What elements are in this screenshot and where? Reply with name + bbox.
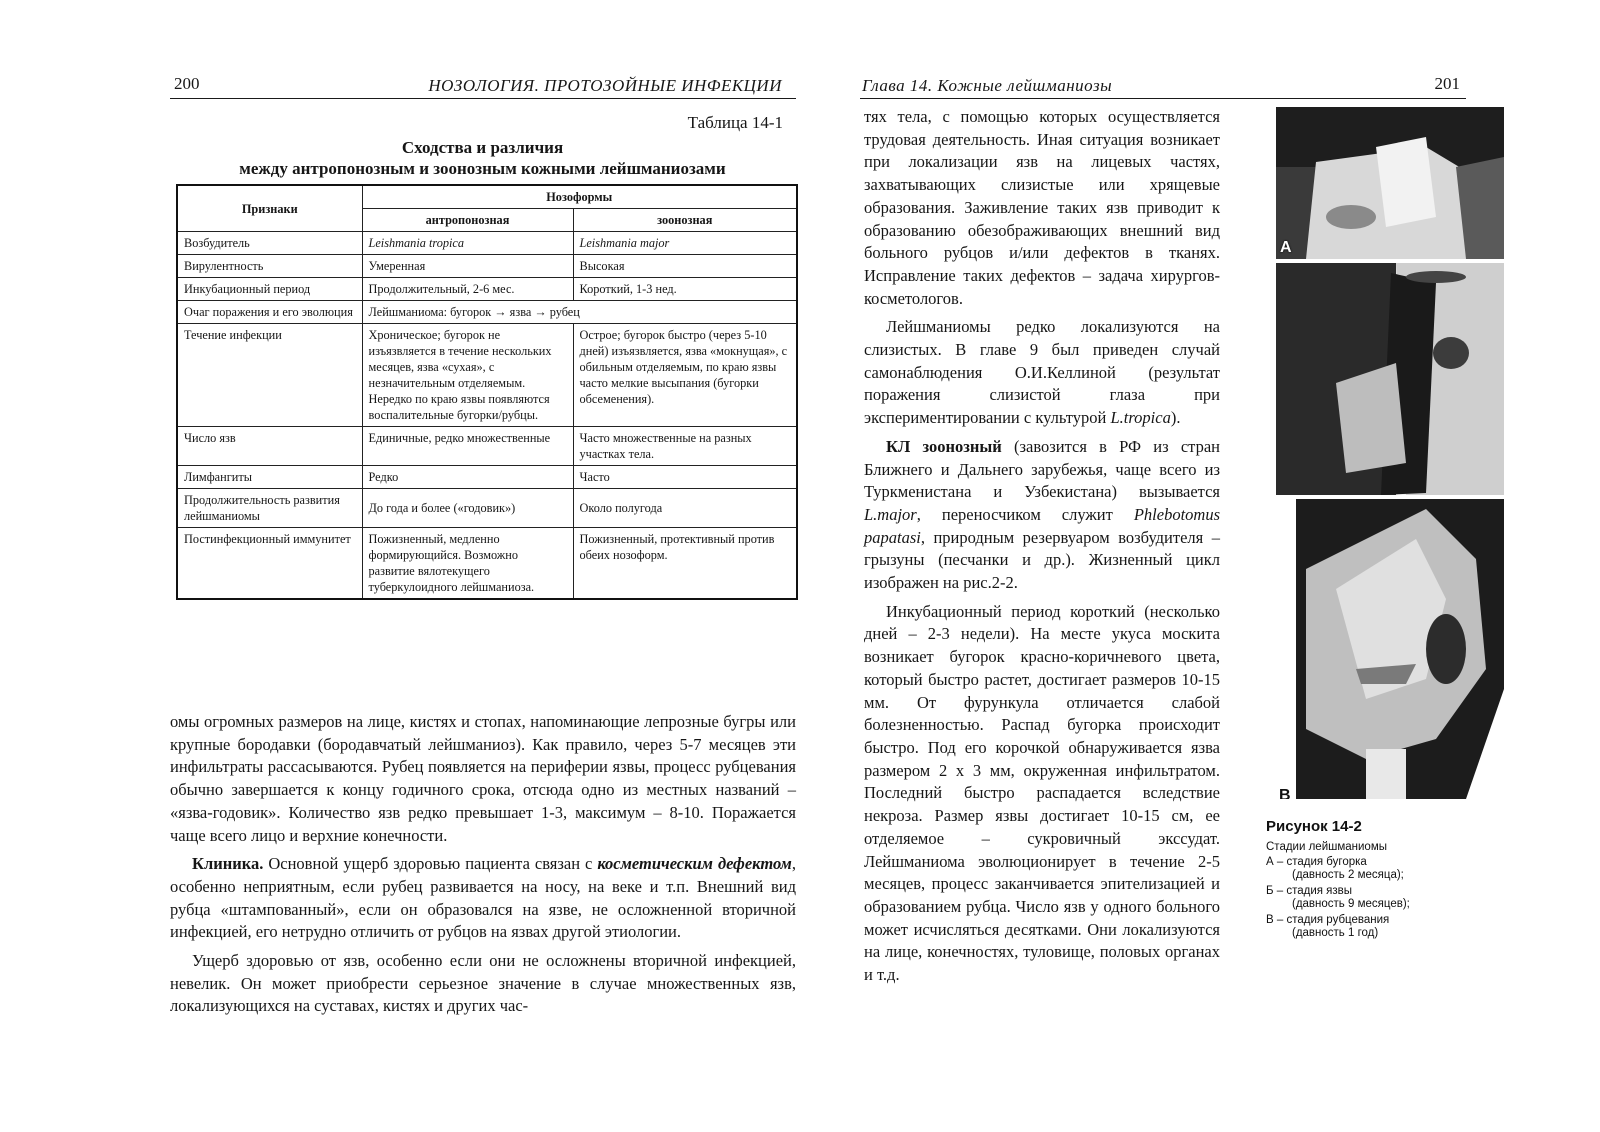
photo-label-b: В [1276,787,1294,799]
table-number: Таблица 14-1 [687,113,783,132]
paragraph: тях тела, с помощью которых осуществляется трудовая деятельность. Иная ситуация возникает при локализации язв на лицевых частях, захватывающих слизистые или хрящевые образования. Заживление таких язв приводит к образованию обезображивающих внешний вид больного рубцов и/или дефектов в тканях. Исправление таких дефектов – задача хирургов-косметологов. [864,107,1220,308]
header-anthroponotic: антропонозная [362,209,573,232]
paragraph: Инкубационный период короткий (несколько дней – 2-3 недели). На месте укуса москита возникает бугорок красно-коричневого цвета, который быстро растет, достигает размеров 10-15 мм. От фурункула отличается слабой болезненностью. Распад бугорка происходит быстро. Под его корочкой обнаруживается язва размером 2 x 3 мм, окруженная инфильтратом. Последний быстро распадается вследствие некроза. Размер язвы достигает 10-15 см, ее отделяемое – сукровичный экссудат. Лейшманиома эволюционирует в течение 2-5 месяцев, процесс заканчивается эпителизацией и образованием рубца. Число язв у одного больного может исчисляться десятками. Они локализуются на лице, конечностях, туловище, половых органах и т.д. [864,601,1220,985]
row-anthro: Продолжительный, 2-6 мес. [362,278,573,301]
left-running-head [170,72,796,99]
row-zoo: Пожизненный, протективный против обеих нозоформ. [573,528,797,600]
row-zoo: Leishmania major [573,232,797,255]
row-anthro: Хроническое; бугорок не изъязвляется в течение нескольких месяцев, язва «сухая», с незначительным отделяемым. Нередко по краю язвы появляются воспалительные бугорки/рубцы. [362,324,573,427]
lead-term: Клиника. [192,854,264,874]
table-row [177,427,797,466]
row-zoo: Часто [573,466,797,489]
row-sign: Продолжительность развития лейшманиомы [177,489,362,528]
row-sign: Постинфекционный иммунитет [177,528,362,600]
figure-caption [1266,818,1516,943]
row-sign: Лимфангиты [177,466,362,489]
paragraph: омы огромных размеров на лице, кистях и стопах, напоминающие лепрозные бугры или крупные бородавки (бородавчатый лейшманиоз). Как правило, через 5-7 месяцев эти инфильтраты рассасываются. Рубец появляется на периферии язвы, процесс рубцевания обычно завершается к концу годичного срока, отсюда одно из местных названий – «язва-годовик». Количество язв редко превышает 1-3, максимум – 8-10. Поражается чаще всего лицо и верхние конечности. [170,712,796,845]
right-page-number: 201 [1434,74,1460,93]
header-nosoforms: Нозоформы [362,185,797,209]
comparison-table [176,184,798,600]
photo-stage-c [1276,499,1504,799]
photo-stage-a [1276,107,1504,259]
row-sign: Течение инфекции [177,324,362,427]
row-anthro: До года и более («годовик») [362,489,573,528]
row-zoo: Короткий, 1-3 нед. [573,278,797,301]
left-page-number: 200 [174,74,200,93]
row-anthro: Умеренная [362,255,573,278]
left-body-text [170,711,796,1024]
caption-item: А – стадия бугорка (давность 2 месяца); [1266,856,1404,881]
table-row [177,528,797,600]
row-sign: Очаг поражения и его эволюция [177,301,362,324]
caption-item: Б – стадия язвы (давность 9 месяцев); [1266,885,1410,910]
table-row [177,301,797,324]
row-anthro: Пожизненный, медленно формирующийся. Возможно развитие вялотекущего туберкулоидного лейшманиоза. [362,528,573,600]
row-sign: Возбудитель [177,232,362,255]
row-zoo: Высокая [573,255,797,278]
figure-title: Рисунок 14-2 [1266,818,1362,835]
face-photo-c [1276,499,1504,799]
row-merged: Лейшманиома: бугорок → язва → рубец [362,301,797,324]
paragraph: Лейшманиомы редко локализуются на слизистых. В главе 9 был приведен случай самонаблюдения О.И.Келлиной (результат поражения слизистой глаза при экспериментировании с культурой L.tropica). [864,317,1220,428]
face-photo-b [1276,263,1504,495]
row-sign: Вирулентность [177,255,362,278]
table-row [177,489,797,528]
left-running-title: НОЗОЛОГИЯ. ПРОТОЗОЙНЫЕ ИНФЕКЦИИ [428,76,782,95]
photo-label-a: А [1280,239,1292,256]
header-zoonotic: зоонозная [573,209,797,232]
caption-item: В – стадия рубцевания (давность 1 год) [1266,914,1390,939]
row-sign: Инкубационный период [177,278,362,301]
photo-stage-b [1276,263,1504,495]
row-sign: Число язв [177,427,362,466]
table-row [177,466,797,489]
paragraph: Ущерб здоровью от язв, особенно если они не осложнены вторичной инфекцией, невелик. Он может приобрести серьезное значение в случае множественных язв, локализующихся на суставах, кистях и других час- [170,951,796,1016]
right-running-head [860,72,1466,99]
lead-term: КЛ зоонозный [886,436,1002,456]
row-anthro: Редко [362,466,573,489]
table-title-line2: между антропонозным и зоонозным кожными лейшманиозами [239,159,726,178]
table-row [177,278,797,301]
right-page [800,0,1600,1132]
table-row [177,324,797,427]
row-zoo: Острое; бугорок быстро (через 5-10 дней) изъязвляется, язва «мокнущая», с обильным отделяемым, по краю язвы часто мелкие высыпания (бугорки обсеменения). [573,324,797,427]
table-header-row [177,185,797,209]
right-body-text [864,106,1220,993]
table-row [177,255,797,278]
paragraph: КЛ зоонозный (завозится в РФ из стран Ближнего и Дальнего зарубежья, чаще всего из Туркменистана и Узбекистана) вызывается L.major, переносчиком служит Phlebotomus papatasi, природным резервуаром возбудителя – грызуны (песчанки и др.). Жизненный цикл изображен на рис.2-2. [864,436,1220,593]
row-zoo: Около полугода [573,489,797,528]
table-row [177,232,797,255]
right-running-title: Глава 14. Кожные лейшманиозы [862,76,1113,95]
face-photo-a [1276,107,1504,259]
row-anthro: Leishmania tropica [362,232,573,255]
row-zoo: Часто множественные на разных участках тела. [573,427,797,466]
header-signs: Признаки [177,185,362,232]
paragraph: Клиника. Основной ущерб здоровью пациента связан с косметическим дефектом, особенно неприятным, если рубец развивается на носу, на веке и т.п. Внешний вид рубца «штампованный», если он образовался на язве, не осложненной вторичной инфекцией, его нетрудно отличить от рубцов на язвах другой этиологии. [170,854,796,942]
figure-photos [1276,107,1504,807]
emphasis: косметическим дефектом [597,854,792,874]
table-title [170,137,795,179]
row-anthro: Единичные, редко множественные [362,427,573,466]
figure-subtitle: Стадии лейшманиомы [1266,841,1387,853]
table-title-line1: Сходства и различия [401,138,564,157]
